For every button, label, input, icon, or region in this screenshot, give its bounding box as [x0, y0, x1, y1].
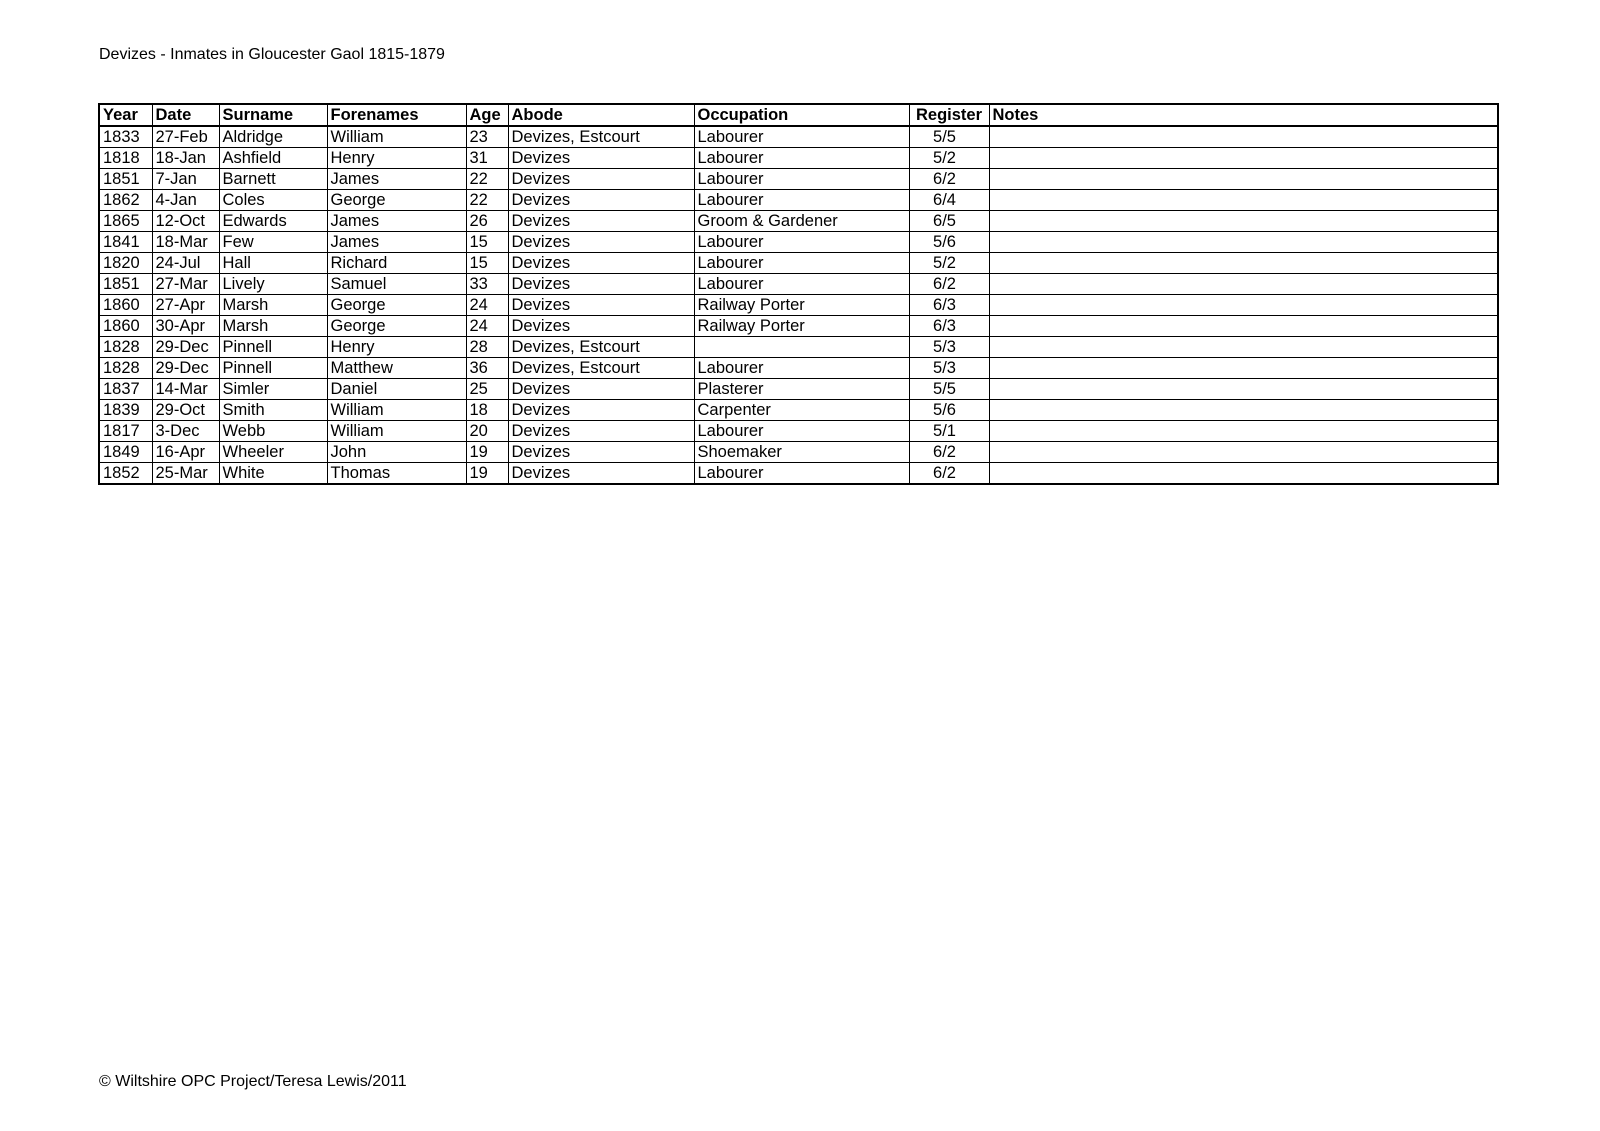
cell-register: 5/3 — [909, 337, 989, 358]
cell-forenames: George — [327, 316, 466, 337]
cell-notes — [989, 421, 1498, 442]
table-row — [99, 295, 1498, 316]
cell-forenames: William — [327, 400, 466, 421]
cell-register: 5/6 — [909, 400, 989, 421]
cell-year: 1820 — [99, 253, 152, 274]
table-header — [99, 104, 1498, 126]
cell-age: 15 — [466, 253, 508, 274]
cell-abode: Devizes, Estcourt — [508, 358, 694, 379]
cell-abode: Devizes, Estcourt — [508, 126, 694, 148]
column-header-forenames: Forenames — [327, 104, 466, 126]
cell-register: 6/5 — [909, 211, 989, 232]
cell-abode: Devizes — [508, 379, 694, 400]
cell-surname: Smith — [219, 400, 327, 421]
cell-occupation: Labourer — [694, 358, 909, 379]
cell-abode: Devizes — [508, 400, 694, 421]
cell-date: 7-Jan — [152, 169, 219, 190]
cell-register: 6/2 — [909, 274, 989, 295]
cell-register: 5/2 — [909, 253, 989, 274]
cell-notes — [989, 337, 1498, 358]
cell-surname: Aldridge — [219, 126, 327, 148]
cell-forenames: James — [327, 232, 466, 253]
table-row — [99, 379, 1498, 400]
cell-occupation — [694, 337, 909, 358]
cell-age: 19 — [466, 442, 508, 463]
cell-year: 1818 — [99, 148, 152, 169]
cell-date: 27-Mar — [152, 274, 219, 295]
cell-register: 5/2 — [909, 148, 989, 169]
cell-register: 6/3 — [909, 316, 989, 337]
cell-date: 29-Dec — [152, 358, 219, 379]
cell-occupation: Labourer — [694, 232, 909, 253]
cell-notes — [989, 211, 1498, 232]
table-row — [99, 358, 1498, 379]
cell-notes — [989, 379, 1498, 400]
cell-notes — [989, 463, 1498, 485]
cell-abode: Devizes — [508, 169, 694, 190]
cell-occupation: Labourer — [694, 148, 909, 169]
table-row — [99, 316, 1498, 337]
cell-notes — [989, 126, 1498, 148]
cell-date: 25-Mar — [152, 463, 219, 485]
cell-age: 33 — [466, 274, 508, 295]
cell-date: 18-Mar — [152, 232, 219, 253]
cell-notes — [989, 358, 1498, 379]
cell-date: 16-Apr — [152, 442, 219, 463]
cell-occupation: Labourer — [694, 169, 909, 190]
cell-notes — [989, 400, 1498, 421]
cell-occupation: Railway Porter — [694, 295, 909, 316]
cell-age: 19 — [466, 463, 508, 485]
cell-abode: Devizes — [508, 148, 694, 169]
column-header-surname: Surname — [219, 104, 327, 126]
inmates-table — [98, 103, 1499, 485]
cell-age: 22 — [466, 190, 508, 211]
cell-date: 18-Jan — [152, 148, 219, 169]
cell-year: 1837 — [99, 379, 152, 400]
cell-year: 1860 — [99, 295, 152, 316]
cell-occupation: Railway Porter — [694, 316, 909, 337]
cell-surname: Barnett — [219, 169, 327, 190]
cell-forenames: James — [327, 211, 466, 232]
cell-date: 4-Jan — [152, 190, 219, 211]
table-row — [99, 232, 1498, 253]
cell-age: 25 — [466, 379, 508, 400]
cell-register: 5/6 — [909, 232, 989, 253]
copyright-footer: © Wiltshire OPC Project/Teresa Lewis/2011 — [99, 1073, 407, 1090]
cell-notes — [989, 148, 1498, 169]
cell-forenames: Henry — [327, 337, 466, 358]
column-header-abode: Abode — [508, 104, 694, 126]
cell-notes — [989, 190, 1498, 211]
table-row — [99, 463, 1498, 485]
cell-occupation: Carpenter — [694, 400, 909, 421]
cell-surname: Marsh — [219, 316, 327, 337]
cell-occupation: Plasterer — [694, 379, 909, 400]
cell-occupation: Labourer — [694, 253, 909, 274]
cell-notes — [989, 274, 1498, 295]
cell-age: 18 — [466, 400, 508, 421]
cell-surname: Coles — [219, 190, 327, 211]
cell-date: 29-Dec — [152, 337, 219, 358]
table-row — [99, 337, 1498, 358]
cell-abode: Devizes — [508, 316, 694, 337]
cell-abode: Devizes — [508, 295, 694, 316]
cell-occupation: Labourer — [694, 190, 909, 211]
cell-age: 31 — [466, 148, 508, 169]
cell-occupation: Labourer — [694, 274, 909, 295]
cell-date: 30-Apr — [152, 316, 219, 337]
cell-notes — [989, 442, 1498, 463]
column-header-occupation: Occupation — [694, 104, 909, 126]
cell-year: 1828 — [99, 358, 152, 379]
table-row — [99, 253, 1498, 274]
column-header-register: Register — [909, 104, 989, 126]
cell-occupation: Labourer — [694, 463, 909, 485]
cell-age: 24 — [466, 295, 508, 316]
cell-surname: Few — [219, 232, 327, 253]
cell-abode: Devizes — [508, 442, 694, 463]
cell-surname: Ashfield — [219, 148, 327, 169]
cell-surname: Hall — [219, 253, 327, 274]
page-title: Devizes - Inmates in Gloucester Gaol 1815-1879 — [99, 46, 445, 63]
table-row — [99, 421, 1498, 442]
cell-register: 6/2 — [909, 442, 989, 463]
cell-abode: Devizes, Estcourt — [508, 337, 694, 358]
cell-surname: Pinnell — [219, 358, 327, 379]
cell-surname: White — [219, 463, 327, 485]
table-row — [99, 211, 1498, 232]
cell-forenames: James — [327, 169, 466, 190]
cell-forenames: William — [327, 126, 466, 148]
column-header-notes: Notes — [989, 104, 1498, 126]
cell-forenames: William — [327, 421, 466, 442]
cell-abode: Devizes — [508, 253, 694, 274]
column-header-age: Age — [466, 104, 508, 126]
table-row — [99, 148, 1498, 169]
cell-age: 26 — [466, 211, 508, 232]
cell-abode: Devizes — [508, 463, 694, 485]
cell-surname: Lively — [219, 274, 327, 295]
column-header-year: Year — [99, 104, 152, 126]
cell-surname: Wheeler — [219, 442, 327, 463]
cell-occupation: Groom & Gardener — [694, 211, 909, 232]
cell-year: 1865 — [99, 211, 152, 232]
cell-abode: Devizes — [508, 232, 694, 253]
cell-register: 5/3 — [909, 358, 989, 379]
cell-occupation: Shoemaker — [694, 442, 909, 463]
cell-date: 14-Mar — [152, 379, 219, 400]
cell-date: 27-Apr — [152, 295, 219, 316]
cell-year: 1860 — [99, 316, 152, 337]
table-row — [99, 169, 1498, 190]
cell-notes — [989, 295, 1498, 316]
cell-forenames: Samuel — [327, 274, 466, 295]
cell-surname: Marsh — [219, 295, 327, 316]
cell-register: 5/1 — [909, 421, 989, 442]
cell-forenames: Richard — [327, 253, 466, 274]
cell-date: 27-Feb — [152, 126, 219, 148]
cell-date: 3-Dec — [152, 421, 219, 442]
cell-forenames: Thomas — [327, 463, 466, 485]
cell-forenames: Henry — [327, 148, 466, 169]
cell-surname: Pinnell — [219, 337, 327, 358]
cell-occupation: Labourer — [694, 421, 909, 442]
cell-forenames: Matthew — [327, 358, 466, 379]
cell-year: 1841 — [99, 232, 152, 253]
cell-abode: Devizes — [508, 211, 694, 232]
cell-forenames: George — [327, 190, 466, 211]
cell-year: 1817 — [99, 421, 152, 442]
header-row — [99, 104, 1498, 126]
cell-surname: Edwards — [219, 211, 327, 232]
cell-age: 23 — [466, 126, 508, 148]
cell-register: 5/5 — [909, 126, 989, 148]
table-row — [99, 400, 1498, 421]
cell-surname: Webb — [219, 421, 327, 442]
column-header-date: Date — [152, 104, 219, 126]
table-row — [99, 190, 1498, 211]
cell-register: 6/2 — [909, 169, 989, 190]
cell-forenames: Daniel — [327, 379, 466, 400]
cell-age: 36 — [466, 358, 508, 379]
cell-register: 6/2 — [909, 463, 989, 485]
cell-date: 12-Oct — [152, 211, 219, 232]
cell-abode: Devizes — [508, 274, 694, 295]
cell-forenames: George — [327, 295, 466, 316]
table-body — [99, 126, 1498, 484]
table-row — [99, 126, 1498, 148]
cell-year: 1849 — [99, 442, 152, 463]
cell-abode: Devizes — [508, 190, 694, 211]
cell-age: 20 — [466, 421, 508, 442]
table-row — [99, 274, 1498, 295]
cell-surname: Simler — [219, 379, 327, 400]
cell-notes — [989, 253, 1498, 274]
cell-abode: Devizes — [508, 421, 694, 442]
table-row — [99, 442, 1498, 463]
cell-year: 1833 — [99, 126, 152, 148]
cell-notes — [989, 316, 1498, 337]
cell-year: 1828 — [99, 337, 152, 358]
cell-age: 24 — [466, 316, 508, 337]
cell-occupation: Labourer — [694, 126, 909, 148]
cell-notes — [989, 169, 1498, 190]
cell-year: 1862 — [99, 190, 152, 211]
cell-date: 29-Oct — [152, 400, 219, 421]
cell-register: 6/4 — [909, 190, 989, 211]
cell-notes — [989, 232, 1498, 253]
cell-date: 24-Jul — [152, 253, 219, 274]
cell-year: 1839 — [99, 400, 152, 421]
cell-age: 22 — [466, 169, 508, 190]
cell-year: 1852 — [99, 463, 152, 485]
cell-year: 1851 — [99, 274, 152, 295]
cell-register: 5/5 — [909, 379, 989, 400]
cell-age: 28 — [466, 337, 508, 358]
cell-register: 6/3 — [909, 295, 989, 316]
cell-year: 1851 — [99, 169, 152, 190]
cell-age: 15 — [466, 232, 508, 253]
cell-forenames: John — [327, 442, 466, 463]
